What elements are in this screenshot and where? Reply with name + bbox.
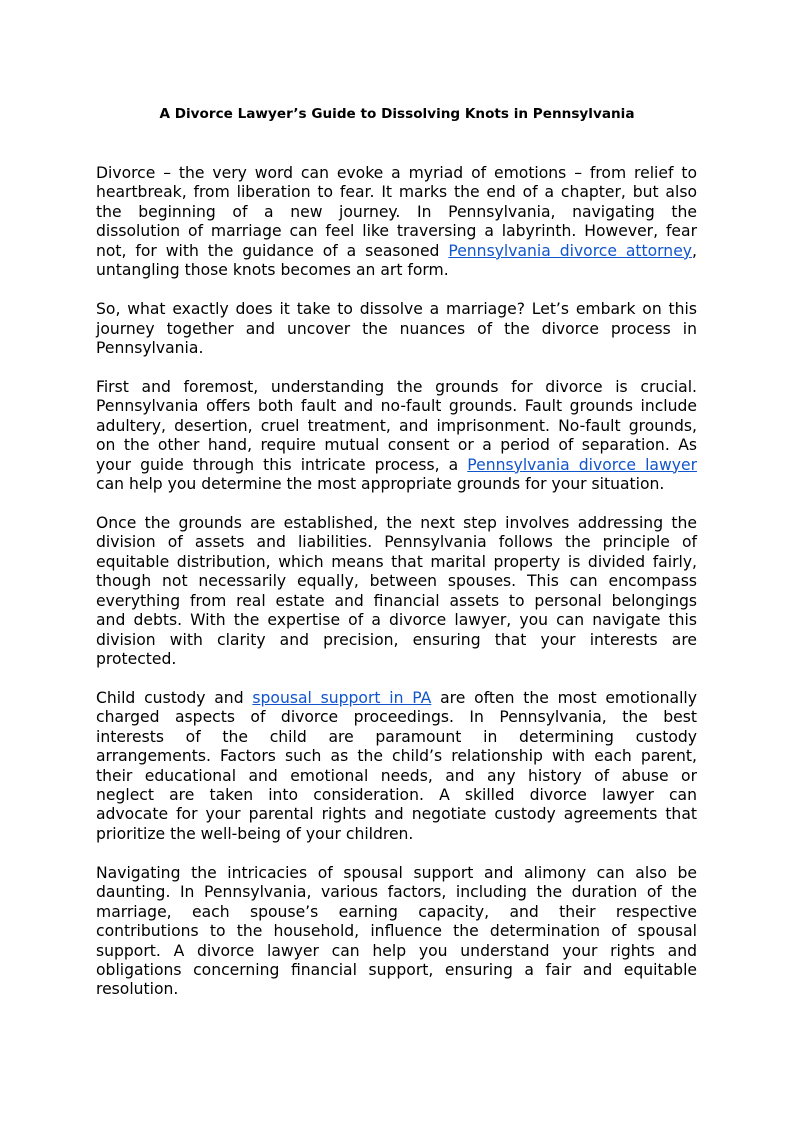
text-segment: on the other hand, require mutual consent or a period of separation. As bbox=[96, 436, 697, 455]
text-segment: Child custody and bbox=[96, 688, 253, 707]
text-line bbox=[96, 942, 697, 961]
text-segment: charged aspects of divorce proceedings. In Pennsylvania, the best bbox=[96, 708, 697, 727]
text-line bbox=[96, 708, 697, 727]
text-line bbox=[96, 864, 697, 883]
text-segment: are often the most emotionally bbox=[431, 688, 697, 707]
text-segment: prioritize the well-being of your children. bbox=[96, 824, 414, 843]
text-segment: interests of the child are paramount in determining custody bbox=[96, 727, 697, 746]
text-segment: protected. bbox=[96, 649, 177, 668]
text-line bbox=[96, 533, 697, 552]
text-segment: neglect are taken into consideration. A skilled divorce lawyer can bbox=[96, 786, 697, 804]
text-segment: Pennsylvania. bbox=[96, 338, 204, 357]
text-line bbox=[96, 767, 697, 786]
text-line bbox=[96, 728, 697, 747]
text-line bbox=[96, 553, 697, 572]
text-segment: and debts. With the expertise of a divorce lawyer, you can navigate this bbox=[96, 611, 697, 630]
text-line bbox=[96, 631, 697, 650]
paragraph bbox=[96, 514, 697, 670]
text-line bbox=[96, 650, 697, 669]
text-segment: Pennsylvania offers both fault and no-fault grounds. Fault grounds include bbox=[96, 397, 697, 416]
text-segment: arrangements. Factors such as the child’s relationship with each parent, bbox=[96, 747, 697, 766]
text-line bbox=[96, 456, 697, 475]
text-segment: First and foremost, understanding the grounds for divorce is crucial. bbox=[96, 377, 697, 396]
text-line bbox=[96, 903, 697, 922]
text-line bbox=[96, 397, 697, 416]
text-segment: daunting. In Pennsylvania, various factors, including the duration of the bbox=[96, 883, 697, 902]
hyperlink[interactable]: Pennsylvania divorce lawyer bbox=[467, 455, 697, 474]
paragraph bbox=[96, 378, 697, 495]
text-segment: Once the grounds are established, the next step involves addressing the bbox=[96, 513, 697, 532]
text-segment: equitable distribution, which means that marital property is divided fairly, bbox=[96, 552, 697, 571]
text-segment: , bbox=[692, 241, 697, 260]
text-segment: untangling those knots becomes an art form. bbox=[96, 261, 449, 280]
text-segment: Navigating the intricacies of spousal support and alimony can also be bbox=[96, 863, 697, 882]
text-line bbox=[96, 611, 697, 630]
text-line bbox=[96, 475, 697, 494]
text-line bbox=[96, 203, 697, 222]
text-line bbox=[96, 825, 697, 844]
text-line bbox=[96, 164, 697, 183]
text-line bbox=[96, 514, 697, 533]
text-line bbox=[96, 339, 697, 358]
text-line bbox=[96, 805, 697, 824]
text-line bbox=[96, 572, 697, 591]
document-body bbox=[96, 164, 697, 1019]
text-segment: So, what exactly does it take to dissolve a marriage? Let’s embark on this bbox=[96, 300, 697, 319]
text-segment: division with clarity and precision, ensuring that your interests are bbox=[96, 630, 697, 649]
text-segment: not, for with the guidance of a seasoned bbox=[96, 241, 449, 260]
text-line bbox=[96, 417, 697, 436]
text-line bbox=[96, 747, 697, 766]
text-line bbox=[96, 320, 697, 339]
text-segment: resolution. bbox=[96, 980, 179, 999]
paragraph bbox=[96, 864, 697, 1000]
hyperlink[interactable]: Pennsylvania divorce attorney bbox=[448, 241, 693, 260]
text-segment: contributions to the household, influence the determination of spousal bbox=[96, 922, 697, 941]
text-line bbox=[96, 183, 697, 202]
text-segment: your guide through this intricate process, a bbox=[96, 455, 468, 474]
text-line bbox=[96, 689, 697, 708]
paragraph bbox=[96, 164, 697, 281]
text-segment: journey together and uncover the nuances of the divorce process in bbox=[96, 319, 697, 338]
text-line bbox=[96, 378, 697, 397]
hyperlink[interactable]: spousal support in PA bbox=[252, 688, 432, 707]
text-segment: dissolution of marriage can feel like traversing a labyrinth. However, fear bbox=[96, 222, 697, 241]
paragraph bbox=[96, 300, 697, 358]
paragraph bbox=[96, 689, 697, 845]
text-segment: their educational and emotional needs, and any history of abuse or bbox=[96, 766, 697, 785]
text-segment: support. A divorce lawyer can help you understand your rights and bbox=[96, 941, 697, 960]
text-segment: heartbreak, from liberation to fear. It marks the end of a chapter, but also bbox=[96, 183, 697, 202]
text-line bbox=[96, 300, 697, 319]
text-segment: can help you determine the most appropriate grounds for your situation. bbox=[96, 475, 665, 493]
text-line bbox=[96, 242, 697, 261]
text-segment: though not necessarily equally, between spouses. This can encompass bbox=[96, 572, 697, 591]
text-line bbox=[96, 786, 697, 805]
text-segment: division of assets and liabilities. Pennsylvania follows the principle of bbox=[96, 533, 697, 552]
text-line bbox=[96, 261, 697, 280]
text-line bbox=[96, 436, 697, 455]
text-segment: advocate for your parental rights and negotiate custody agreements that bbox=[96, 805, 697, 824]
document-title: A Divorce Lawyer’s Guide to Dissolving Knots in Pennsylvania bbox=[159, 106, 635, 123]
text-segment: the beginning of a new journey. In Pennsylvania, navigating the bbox=[96, 202, 697, 221]
text-segment: obligations concerning financial support, ensuring a fair and equitable bbox=[96, 960, 697, 979]
text-segment: Divorce – the very word can evoke a myriad of emotions – from relief to bbox=[96, 164, 697, 182]
text-segment: adultery, desertion, cruel treatment, and imprisonment. No-fault grounds, bbox=[96, 416, 697, 435]
text-line bbox=[96, 883, 697, 902]
text-line bbox=[96, 961, 697, 980]
text-line bbox=[96, 222, 697, 241]
text-line bbox=[96, 922, 697, 941]
text-segment: everything from real estate and financial assets to personal belongings bbox=[96, 591, 697, 610]
text-segment: marriage, each spouse’s earning capacity, and their respective bbox=[96, 902, 697, 921]
text-line bbox=[96, 980, 697, 999]
text-line bbox=[96, 592, 697, 611]
